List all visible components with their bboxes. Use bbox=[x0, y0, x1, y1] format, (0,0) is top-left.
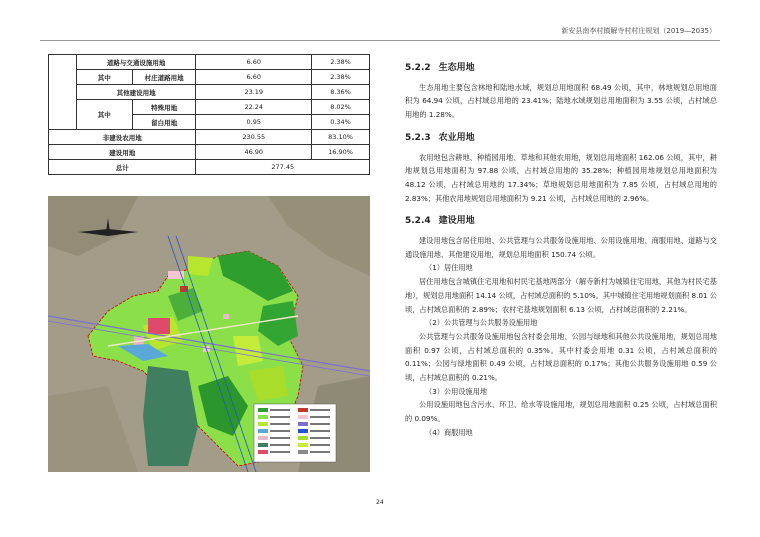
section-paragraph: 建设用地包含居住用地、公共管理与公共服务设施用地、公用设施用地、商服用地、道路与交通设施用地、其他建设用地，规划总用地面积 150.74 公顷。 bbox=[405, 236, 717, 259]
table-blank-cell bbox=[49, 55, 77, 130]
running-header: 新安县南李村镇解寺村村庄规划（2019—2035） bbox=[561, 27, 716, 35]
table-cell: 2.38% bbox=[312, 70, 370, 85]
table-row bbox=[49, 85, 370, 100]
table-cell: 230.55 bbox=[196, 130, 312, 145]
table-cell: 其中 bbox=[76, 70, 132, 85]
subsection-heading: （3）公用设施用地 bbox=[425, 386, 488, 396]
table-cell: 6.60 bbox=[196, 70, 312, 85]
table-cell: 留白用地 bbox=[132, 115, 196, 130]
table-row bbox=[49, 100, 370, 115]
table-cell: 特殊用地 bbox=[132, 100, 196, 115]
land-use-table bbox=[48, 54, 370, 175]
text-column bbox=[405, 62, 717, 440]
table-cell: 2.38% bbox=[312, 55, 370, 70]
table-row bbox=[49, 55, 370, 70]
section-heading: 5.2.4 建设用地 bbox=[405, 216, 475, 227]
table-row bbox=[49, 145, 370, 160]
table-cell: 23.19 bbox=[196, 85, 312, 100]
subsection-heading: （2）公共管理与公共服务设施用地 bbox=[425, 318, 538, 328]
table-row bbox=[49, 160, 370, 175]
subsection-paragraph: 居住用地包含城镇住宅用地和村民宅基地两部分（解寺新村为城镇住宅用地，其他为村民宅基地），规划总用地面积 14.14 公顷，占村域总面积的 5.10%。其中城镇住宅用地规划面积 8.01 公顷，占村域总面积的 2.89%；农村宅基地规划面积 6.13 公顷，占村域总面积的 2.21%。 bbox=[405, 277, 717, 314]
map-legend bbox=[254, 404, 336, 462]
table-cell: 16.90% bbox=[312, 145, 370, 160]
header-rule bbox=[40, 40, 720, 41]
section-paragraph: 生态用地主要包含林地和陆地水域，规划总用地面积 68.49 公顷，其中，林地规划总用地面积为 64.94 公顷，占村域总用地的 23.41%；陆地水域规划总用地面积为 3.55 公顷，占村域总用地的 1.28%。 bbox=[405, 82, 717, 120]
table-row bbox=[49, 130, 370, 145]
table-cell: 0.34% bbox=[312, 115, 370, 130]
page-number: 24 bbox=[376, 499, 384, 506]
subsection-heading: （1）居住用地 bbox=[425, 263, 473, 273]
land-use-map bbox=[48, 196, 370, 472]
table-cell: 277.45 bbox=[196, 160, 370, 175]
table-cell: 道路与交通设施用地 bbox=[76, 55, 196, 70]
section-heading: 5.2.2 生态用地 bbox=[405, 63, 475, 73]
table-cell: 6.60 bbox=[196, 55, 312, 70]
table-cell: 0.95 bbox=[196, 115, 312, 130]
table-row bbox=[49, 70, 370, 85]
table-cell: 建设用地 bbox=[49, 145, 196, 160]
section-heading: 5.2.3 农业用地 bbox=[405, 132, 475, 143]
table-cell: 村庄道路用地 bbox=[132, 70, 196, 85]
table-cell: 其他建设用地 bbox=[76, 85, 196, 100]
section-paragraph: 农用地包含耕地、种植园用地、草地和其他农用地，规划总用地面积 162.06 公顷，其中，耕地规划总用地面积为 97.88 公顷，占村域总用地的 35.28%；种植园用地规划总用地面积为 48.12 公顷，占村域总用地的 17.34%；草地规划总用地面积为 7.85 公顷，占村域总用地的 2.83%；其他农用地规划总用地面积为 9.21 公顷，占村域总用地的 2.96%。 bbox=[405, 152, 717, 203]
table-cell: 总计 bbox=[49, 160, 196, 175]
subsection-paragraph: 公用设施用地包含污水、环卫、给水等设施用地，规划总用地面积 0.25 公顷，占村域总面积的 0.09%。 bbox=[405, 400, 717, 424]
table-cell: 非建设农用地 bbox=[49, 130, 196, 145]
table-cell: 8.02% bbox=[312, 100, 370, 115]
table-cell: 46.90 bbox=[196, 145, 312, 160]
table-cell: 22.24 bbox=[196, 100, 312, 115]
table-cell: 83.10% bbox=[312, 130, 370, 145]
subsection-heading: （4）商服用地 bbox=[425, 427, 473, 437]
table-cell: 8.36% bbox=[312, 85, 370, 100]
table-cell: 其中 bbox=[76, 100, 132, 130]
subsection-paragraph: 公共管理与公共服务设施用地包含村委会用地、公园与绿地和其他公共设施用地，规划总用地面积 0.97 公顷，占村域总面积的 0.35%。其中村委会用地 0.31 公顷，占村域总面积的 0.11%；公园与绿地面积 0.49 公顷，占村域总面积的 0.17%；其他公共服务设施用地 0.59 公顷，占村域总面积的 0.21%。 bbox=[405, 331, 717, 383]
